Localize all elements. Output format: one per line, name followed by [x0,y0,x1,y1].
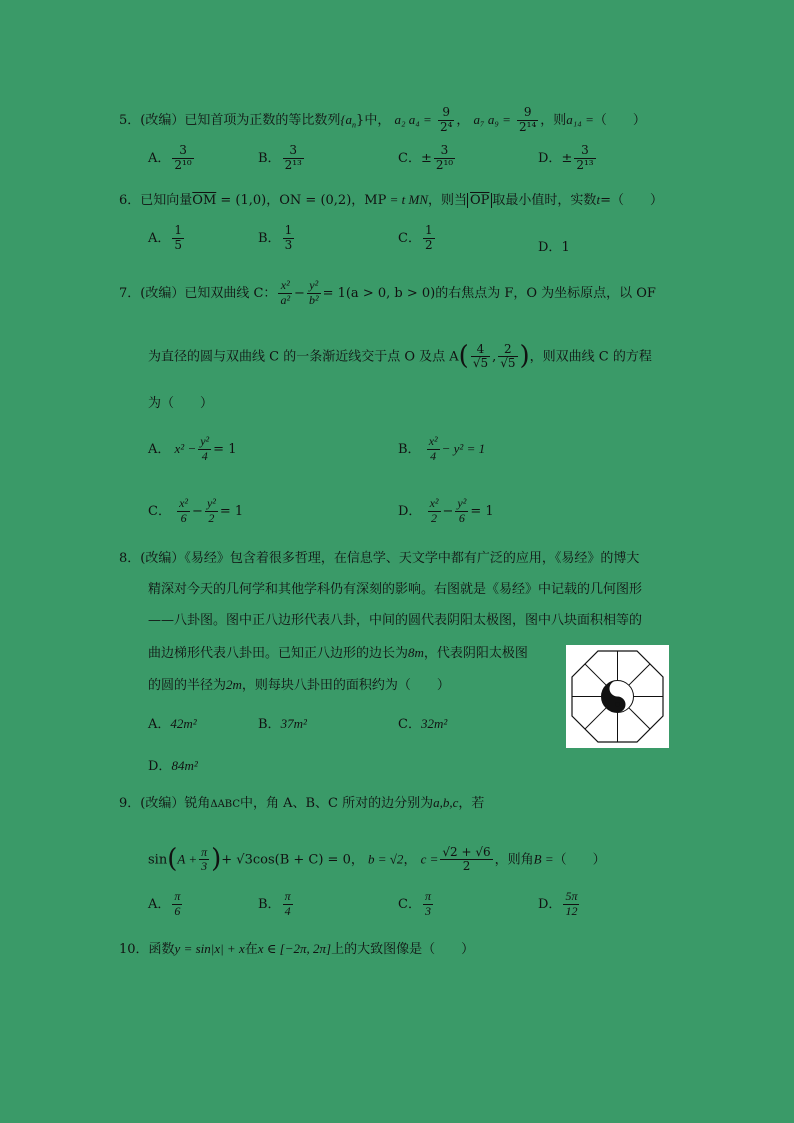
option-frac [283,144,304,173]
q6-t: t [596,192,601,207]
option-label: D． [398,503,422,519]
option-label: C． [148,503,171,519]
frac-num: 1 [284,223,293,237]
frac-den: 5 [174,237,183,252]
option-label: C． [398,230,421,246]
q8-l5-b: ，则每块八卦田的面积约为（ ） [241,678,450,693]
option-label: D． [148,759,172,774]
frac-den: 6 [180,510,187,525]
option-label: C． [398,896,421,912]
q7-pt-x [471,343,490,372]
option-frac [172,144,193,173]
q8-side: 8m [408,645,424,660]
q9-ask: B = [533,851,554,867]
q9-triangle: ΔABC [210,799,240,810]
q7-option-a[interactable] [148,435,236,464]
q7-option-c[interactable] [148,497,243,526]
q8-line3: ——八卦图。图中正八边形代表八卦，中间的圆代表阴阳太极图，图中八块面积相等的 [148,613,643,628]
q9-paren-close: ) [211,844,222,874]
q5-eq2-frac [517,106,538,135]
q7-line2-b: ，则双曲线 C 的方程 [529,349,652,365]
q5-eq1-lhs: a₂ a₄ = [394,111,432,127]
option-label: D． [538,240,562,255]
q5-tail: ，则 [540,112,567,128]
q9-comma: ， [350,852,364,868]
q8-option-b[interactable] [258,713,307,732]
frac-den: 2 [431,510,438,525]
option-frac [563,890,579,919]
option-label: B． [258,717,281,732]
q7-line2 [148,340,652,374]
q5-option-c[interactable] [398,144,457,173]
q5-eq2-lhs: a₇ a₉ = [473,111,511,127]
q7-line2-a: 为直径的圆与双曲线 C 的一条渐近线交于点 O 及点 A [148,349,459,365]
option-frac [423,224,435,253]
frac-den: 6 [458,510,465,525]
q7-pt-y [498,343,517,372]
q9-l1-a: 9．(改编）锐角 [119,796,211,811]
frac-den: 4 [284,903,291,918]
frac-den: √5 [500,356,516,371]
option-sign: ± [561,150,573,166]
q7-line3: 为（ ） [148,396,214,411]
frac-num: π [174,889,181,903]
q6-vector-on: ON [279,193,302,208]
q8-option-a[interactable] [148,713,197,732]
option-value: 32m² [420,716,448,731]
frac-num: y² [457,496,467,510]
frac-den: 2 [462,859,471,874]
q5-seq-close: } [356,112,365,128]
q6-blank: =（ ） [600,193,663,208]
q9-option-b[interactable] [258,890,295,919]
frac-num: π [201,844,208,859]
q6-v1-val: = (1,0) [216,193,267,208]
q5-sep: ， [456,112,470,128]
frac-den: 2¹³ [576,157,594,172]
q5-stem [119,106,646,135]
q6-comma: ， [351,193,365,208]
option-frac [423,890,433,919]
q5-text: 5．(改编）已知首项为正数的等比数列 [119,112,341,128]
option-label: B． [258,150,281,166]
frac-den: 2 [424,237,433,252]
frac-num: x² [278,279,292,294]
option-value: 84m² [171,758,198,773]
q5-option-d[interactable] [538,144,598,173]
frac-num: x² [179,496,189,510]
q10-in: 在 [244,942,258,957]
q7-minus: − [294,285,305,301]
frac-num: x² [429,496,439,510]
option-sign: ± [420,150,432,166]
option-value: 37m² [280,716,307,731]
q10-tail: 上的大致图像是（ ） [331,942,475,957]
option-label: A． [148,150,171,166]
option-frac [283,890,293,919]
option-frac [172,224,184,253]
q5-seq: {a [340,111,353,127]
q9-l1-b: 中，角 A、B、C 所对的边分别为 [239,796,434,811]
option-frac [434,144,455,173]
q8-l4-a: 曲边梯形代表八卦田。已知正八边形的边长为 [148,646,409,661]
option-post: − y² = 1 [441,440,486,456]
option-pre: x² − [174,440,197,456]
option-frac [428,497,441,526]
frac-num: 9 [517,106,538,121]
q9-line2 [148,843,606,877]
q6-v3-val: = t MN [386,192,428,207]
frac-den: √5 [472,356,489,371]
option-label: D． [538,896,562,912]
frac-num: 3 [172,144,193,159]
option-frac2 [205,497,218,526]
q9-pi-frac [199,846,209,875]
frac-den: 3 [284,237,293,252]
q5-seq-sub: n [352,120,357,130]
q6-abs-op: $\overline{OP}$ [467,193,492,208]
q6-text: 6．已知向量 [119,193,193,208]
frac-den: b² [308,292,319,307]
frac-num: 4 [471,343,490,358]
frac-num: π [284,889,291,903]
q7-paren-open: ( [458,341,469,371]
q8-l4-b: ，代表阴阳太极图 [423,646,528,661]
q8-option-c[interactable] [398,713,447,732]
frac-den: 3 [424,903,431,918]
q5-eq1-frac [438,106,454,135]
q9-blank: （ ） [553,852,606,868]
q9-sin-b: + √3cos(B + C) = 0 [221,852,351,868]
frac-num: 1 [174,223,183,237]
option-label: C． [398,717,421,732]
option-label: B． [258,896,281,912]
q10-function: y = sin|x| + x [174,941,245,956]
frac-num: 3 [434,144,455,159]
q5-option-b[interactable] [258,144,306,173]
option-value: 42m² [170,716,197,731]
option-post: = 1 [213,441,237,457]
frac-den: 12 [565,903,578,918]
q6-tail: ，则当 [428,193,468,208]
q6-comma: ， [266,193,280,208]
q9-line1 [119,795,484,813]
q6-vector-om: $\overline{OM}$ [192,193,217,208]
frac-den: 2¹⁰ [174,157,192,172]
frac-num: 3 [574,144,595,159]
q6-option-a[interactable] [148,224,186,253]
option-post: = 1 [470,503,494,519]
option-value: 1 [561,240,570,255]
frac-den: 6 [174,903,181,918]
option-label: A． [148,896,171,912]
q9-paren-open: ( [167,844,178,874]
frac-den: 2¹³ [284,157,302,172]
q9-option-c[interactable] [398,890,435,919]
frac-den: 4 [430,448,437,463]
frac-num: x² [428,434,438,448]
frac-num: 5π [565,889,578,903]
option-label: D． [538,150,562,166]
q7-paren-close: ) [519,341,530,371]
frac-num: √2 + √6 [442,844,491,859]
option-frac [198,435,211,464]
frac-num: y² [200,434,210,448]
option-frac [172,890,182,919]
option-label: B． [258,230,281,246]
q6-tail2: 取最小值时，实数 [492,193,597,208]
q6-vector-mp: MP [364,193,387,208]
q9-sin: sin [148,852,168,868]
q6-option-d[interactable] [538,236,570,255]
option-label: B． [398,441,421,457]
option-mid: − [442,503,454,519]
q8-option-d[interactable] [148,755,198,774]
bagua-octagon-icon [566,645,669,748]
frac-num: 1 [424,223,433,237]
frac-den: 4 [201,448,208,463]
q9-l1-c: ，若 [458,796,485,811]
option-frac [177,497,190,526]
q10-stem [119,941,474,959]
frac-den: 2 [208,510,215,525]
frac-num: 2 [498,343,517,358]
q8-line1: 8．(改编）《易经》包含着很多哲理，在信息学、天文学中都有广泛的应用，《易经》的博大 [119,551,640,566]
option-label: A． [148,230,171,246]
bagua-figure-icon [566,645,669,748]
q10-domain: x ∈ [−2π, 2π] [257,941,332,956]
frac-den: 3 [201,859,208,874]
q7-pt-comma: , [492,349,497,365]
q9-option-a[interactable] [148,890,184,919]
option-label: A． [148,441,171,457]
q7-option-b[interactable] [398,435,485,464]
frac-num: 9 [438,106,454,121]
q7-cond: = 1(a > 0, b > 0) [322,285,436,301]
frac-den: 2¹⁴ [519,119,537,134]
q8-line5 [148,677,450,695]
q7-option-d[interactable] [398,497,494,526]
q6-stem [119,192,663,210]
q10-text: 10．函数 [119,942,175,957]
frac-num: 3 [283,144,304,159]
q9-option-d[interactable] [538,890,581,919]
option-frac2 [455,497,468,526]
q6-option-c[interactable] [398,224,437,253]
option-frac [427,435,440,464]
option-label: C． [398,150,421,166]
q8-radius: 2m [226,677,242,692]
q5-option-a[interactable] [148,144,196,173]
frac-num: y² [206,496,216,510]
q9-b-eq: b = √2 [368,851,404,867]
frac-den: a² [280,292,291,307]
q9-c-eq: c = [420,851,439,867]
q7-y-frac [307,279,321,308]
q8-line4 [148,645,528,663]
q5-ask: a₁₄ = [566,111,594,127]
q9-c-frac [440,846,492,875]
frac-den: 2⁴ [439,119,453,134]
option-frac [574,144,595,173]
option-mid: − [192,503,203,519]
q9-comma: ， [403,852,417,868]
frac-num: y² [307,279,321,294]
q6-option-b[interactable] [258,224,296,253]
option-post: = 1 [219,503,244,519]
q7-x-frac [278,279,292,308]
q7-text: 7．(改编）已知双曲线 C： [119,285,277,301]
q9-tail: ，则角 [494,852,534,868]
q9-sin-arg: A + [177,851,198,867]
option-frac [283,224,295,253]
q6-v2-val: = (0,2) [301,193,352,208]
q8-line2: 精深对今天的几何学和其他学科仍有深刻的影响。右图就是《易经》中记载的几何图形 [148,582,643,597]
q9-abc: a,b,c [433,795,459,810]
frac-den: 2¹⁰ [435,157,454,172]
option-label: A． [148,717,171,732]
q7-stem [119,279,656,308]
q5-blank: （ ） [593,112,646,128]
frac-num: π [424,889,431,903]
q7-tail: 的右焦点为 F，O 为坐标原点，以 OF [435,285,656,301]
q8-l5-a: 的圆的半径为 [148,678,227,693]
q5-mid: 中， [364,112,391,128]
